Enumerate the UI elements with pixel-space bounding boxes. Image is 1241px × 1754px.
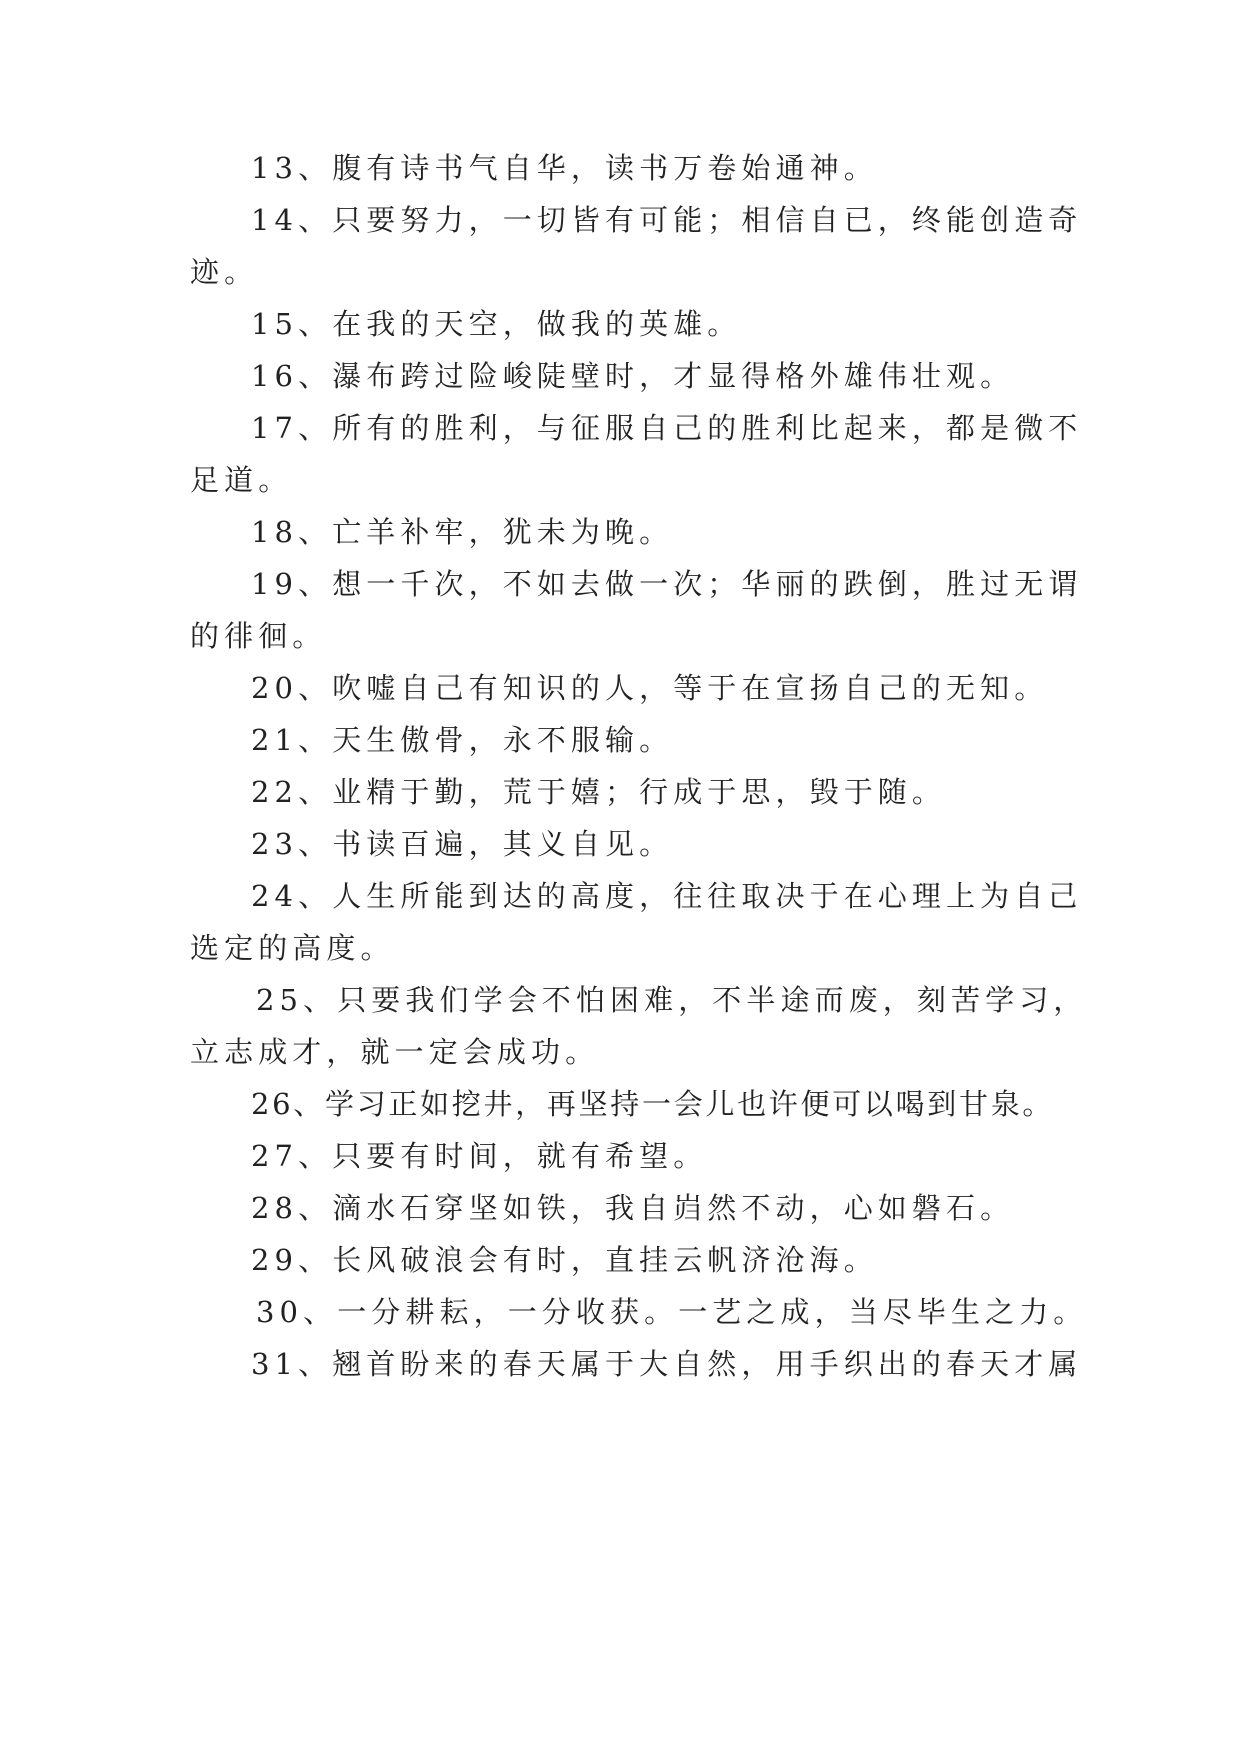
text-line: 选定的高度。 (190, 931, 395, 965)
text-line: 26、学习正如挖井，再坚持一会儿也许便可以喝到甘泉。 (251, 1087, 1055, 1121)
text-line: 30、一分耕耘，一分收获。一艺之成，当尽毕生之力。 (256, 1295, 1088, 1329)
text-line: 23、书读百遍，其义自见。 (251, 827, 674, 861)
text-line: 29、长风破浪会有时，直挂云帆济沧海。 (251, 1243, 878, 1277)
text-line: 31、翘首盼来的春天属于大自然，用手织出的春天才属 (251, 1347, 1083, 1381)
text-line: 14、只要努力，一切皆有可能；相信自已，终能创造奇 (251, 203, 1083, 237)
text-line: 22、业精于勤，荒于嬉；行成于思，毁于随。 (251, 775, 947, 809)
text-line: 19、想一千次，不如去做一次；华丽的跌倒，胜过无谓 (251, 567, 1083, 601)
text-line: 立志成才，就一定会成功。 (190, 1035, 600, 1069)
text-line: 迹。 (190, 255, 259, 289)
text-line: 18、亡羊补牢，犹未为晚。 (251, 515, 674, 549)
text-line: 足道。 (190, 463, 293, 497)
text-line: 28、滴水石穿坚如铁，我自岿然不动，心如磐石。 (251, 1191, 1015, 1225)
text-line: 17、所有的胜利，与征服自己的胜利比起来，都是微不 (251, 411, 1083, 445)
text-line: 15、在我的天空，做我的英雄。 (251, 307, 742, 341)
text-line: 25、只要我们学会不怕困难，不半途而废，刻苦学习， (256, 983, 1088, 1017)
text-line: 27、只要有时间，就有希望。 (251, 1139, 708, 1173)
text-line: 的徘徊。 (190, 619, 327, 653)
text-line: 20、吹嘘自己有知识的人，等于在宣扬自己的无知。 (251, 671, 1049, 705)
text-line: 21、天生傲骨，永不服输。 (251, 723, 674, 757)
text-line: 16、瀑布跨过险峻陡壁时，才显得格外雄伟壮观。 (251, 359, 1015, 393)
text-line: 13、腹有诗书气自华，读书万卷始通神。 (251, 151, 878, 185)
text-line: 24、人生所能到达的高度，往往取决于在心理上为自己 (251, 879, 1083, 913)
